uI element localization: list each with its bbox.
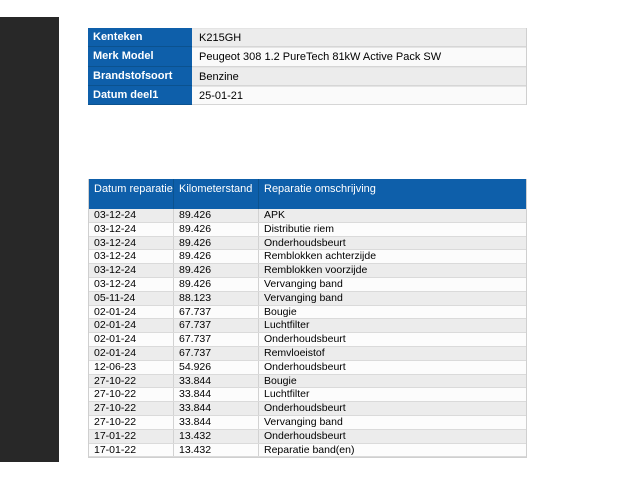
repair-description-cell: Remblokken voorzijde <box>264 264 368 277</box>
repair-row <box>89 333 526 347</box>
repair-date-cell: 02-01-24 <box>89 319 174 332</box>
vehicle-field-label: Datum deel1 <box>88 86 192 105</box>
repair-description-cell: Onderhoudsbeurt <box>264 402 346 415</box>
repair-row <box>89 237 526 251</box>
repair-description-cell: Bougie <box>264 374 297 387</box>
repair-odometer-cell: 67.737 <box>174 333 259 346</box>
left-dark-panel <box>0 17 59 462</box>
repair-description-cell: Onderhoudsbeurt <box>264 360 346 373</box>
repair-description-cell: Distributie riem <box>264 222 335 235</box>
repair-odometer-cell: 33.844 <box>174 402 259 415</box>
vehicle-info-row <box>88 67 526 86</box>
vehicle-field-value: K215GH <box>192 28 526 47</box>
repair-row <box>89 278 526 292</box>
repair-odometer-cell: 89.426 <box>174 223 259 236</box>
repair-date-cell: 02-01-24 <box>89 306 174 319</box>
vehicle-info-row <box>88 28 526 47</box>
repair-description-cell: Vervanging band <box>264 277 343 290</box>
repair-row <box>89 306 526 320</box>
repair-row <box>89 347 526 361</box>
vehicle-info-row <box>88 86 526 105</box>
repair-row <box>89 388 526 402</box>
repair-row <box>89 223 526 237</box>
repair-row <box>89 319 526 333</box>
repair-odometer-cell: 67.737 <box>174 319 259 332</box>
repair-odometer-cell: 13.432 <box>174 444 259 457</box>
repair-date-cell: 03-12-24 <box>89 237 174 250</box>
vehicle-field-value: 25-01-21 <box>192 86 526 105</box>
repair-date-cell: 27-10-22 <box>89 402 174 415</box>
repair-odometer-cell: 89.426 <box>174 278 259 291</box>
repair-odometer-cell: 89.426 <box>174 237 259 250</box>
repair-row <box>89 209 526 223</box>
repairs-header-date: Datum reparatie <box>89 179 174 209</box>
repair-odometer-cell: 89.426 <box>174 209 259 222</box>
repair-date-cell: 02-01-24 <box>89 347 174 360</box>
vehicle-field-label: Merk Model <box>88 47 192 66</box>
repair-odometer-cell: 67.737 <box>174 347 259 360</box>
repairs-table-header <box>89 179 526 209</box>
repair-odometer-cell: 89.426 <box>174 264 259 277</box>
repair-row <box>89 375 526 389</box>
repair-description-cell: Vervanging band <box>264 415 343 428</box>
repairs-header-description: Reparatie omschrijving <box>264 183 376 195</box>
repair-date-cell: 17-01-22 <box>89 444 174 457</box>
repair-row <box>89 361 526 375</box>
repair-description-cell: Remvloeistof <box>264 346 325 359</box>
repair-row <box>89 264 526 278</box>
vehicle-info-row <box>88 47 526 66</box>
repair-row <box>89 416 526 430</box>
repair-date-cell: 27-10-22 <box>89 388 174 401</box>
repair-description-cell: Reparatie band(en) <box>264 443 355 456</box>
repair-date-cell: 02-01-24 <box>89 333 174 346</box>
repair-odometer-cell: 33.844 <box>174 375 259 388</box>
repair-description-cell: Vervanging band <box>264 291 343 304</box>
repair-row <box>89 430 526 444</box>
repair-odometer-cell: 33.844 <box>174 416 259 429</box>
repair-row <box>89 402 526 416</box>
repair-date-cell: 27-10-22 <box>89 416 174 429</box>
repair-date-cell: 17-01-22 <box>89 430 174 443</box>
repair-odometer-cell: 88.123 <box>174 292 259 305</box>
repair-description-cell: APK <box>264 209 286 221</box>
repairs-table <box>88 179 527 458</box>
repair-odometer-cell: 33.844 <box>174 388 259 401</box>
repair-row <box>89 250 526 264</box>
repair-description-cell: Onderhoudsbeurt <box>264 236 346 249</box>
repair-description-cell: Remblokken achterzijde <box>264 250 377 263</box>
vehicle-field-value: Benzine <box>192 67 526 86</box>
repair-odometer-cell: 67.737 <box>174 306 259 319</box>
repair-description-cell: Bougie <box>264 305 297 318</box>
repair-date-cell: 27-10-22 <box>89 375 174 388</box>
repair-odometer-cell: 89.426 <box>174 250 259 263</box>
repair-date-cell: 03-12-24 <box>89 278 174 291</box>
repairs-header-odometer: Kilometerstand <box>174 179 259 209</box>
vehicle-field-label: Brandstofsoort <box>88 67 192 86</box>
repair-date-cell: 03-12-24 <box>89 209 174 222</box>
vehicle-field-value: Peugeot 308 1.2 PureTech 81kW Active Pack SW <box>192 47 526 66</box>
repair-description-cell: Luchtfilter <box>264 319 310 332</box>
vehicle-info-table <box>88 28 527 105</box>
vehicle-field-label: Kenteken <box>88 28 192 47</box>
repair-description-cell: Onderhoudsbeurt <box>264 333 346 346</box>
repair-date-cell: 12-06-23 <box>89 361 174 374</box>
repair-date-cell: 03-12-24 <box>89 250 174 263</box>
repair-description-cell: Luchtfilter <box>264 388 310 401</box>
repair-row <box>89 444 526 458</box>
repair-date-cell: 05-11-24 <box>89 292 174 305</box>
repair-row <box>89 292 526 306</box>
repair-odometer-cell: 13.432 <box>174 430 259 443</box>
repair-date-cell: 03-12-24 <box>89 264 174 277</box>
repair-odometer-cell: 54.926 <box>174 361 259 374</box>
repair-date-cell: 03-12-24 <box>89 223 174 236</box>
repair-description-cell: Onderhoudsbeurt <box>264 429 346 442</box>
